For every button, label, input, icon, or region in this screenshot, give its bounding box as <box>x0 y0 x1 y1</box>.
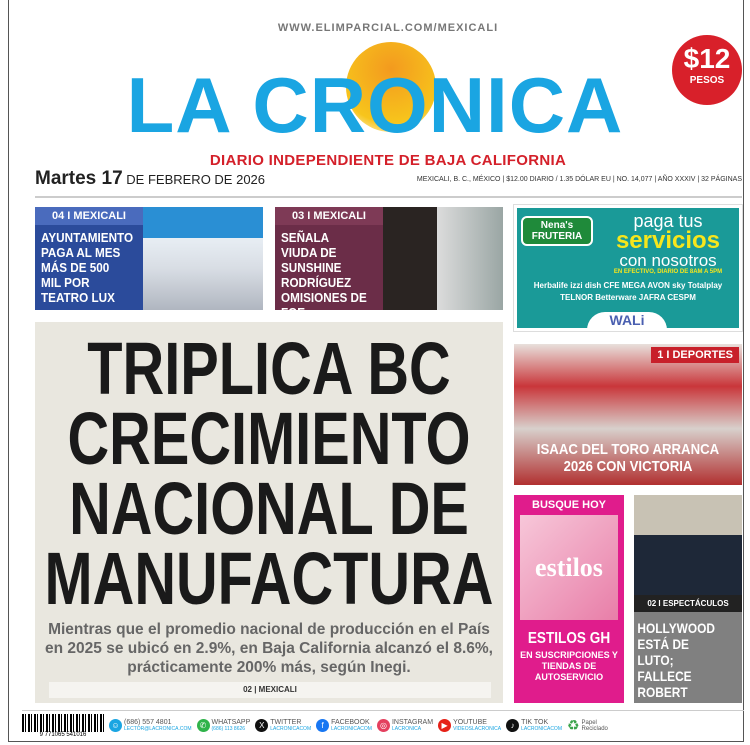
price-unit: PESOS <box>689 75 725 86</box>
story-photo <box>634 495 742 595</box>
ad-brand: Nena's FRUTERIA <box>521 216 593 246</box>
price-badge <box>672 35 742 105</box>
story-section-label: 02 I ESPECTÁCULOS <box>634 595 742 612</box>
contact-sub: (686) 113 8626 <box>211 726 246 732</box>
issue-meta: MEXICALI, B. C., MÉXICO | $12.00 DIARIO / 1.35 DÓLAR EU | NO. 14,077 | AÑO XXXIV | 32 PÁGINAS <box>416 176 742 183</box>
ad-hours: EN EFECTIVO, DIARIO DE 8AM A 5PM <box>613 269 723 275</box>
x-twitter-icon: X <box>255 719 268 732</box>
contact-sub: LACRONICACOM <box>270 726 312 732</box>
recycle-icon: ♻ <box>566 717 580 733</box>
whatsapp-icon: ✆ <box>197 719 210 732</box>
promo-title: ESTILOS GH <box>527 630 611 647</box>
barcode <box>22 714 104 738</box>
price-value: $12 <box>683 43 731 74</box>
story-photo <box>143 207 263 310</box>
story-section-label: 04 I MEXICALI <box>35 207 143 225</box>
contact-sub: VIDEOSLACRONICA <box>453 726 502 732</box>
user-icon: ☺ <box>109 719 122 732</box>
youtube-icon: ▶ <box>438 719 451 732</box>
contact-sub: LACRONICACOM <box>521 726 562 732</box>
date-day: Martes 17 <box>35 168 123 189</box>
story-headline: ISAAC DEL TORO ARRANCA 2026 CON VICTORIA <box>536 441 720 475</box>
main-subhead: Mientras que el promedio nacional de producción en el País en 2025 se ubicó en 2.9%, en Baja California alcanzó el 8.6%, prácticamente 200% más, según Inegi. <box>45 621 493 676</box>
story-photo <box>383 207 503 310</box>
main-headline <box>35 327 503 620</box>
contact-instagram[interactable] <box>377 719 433 732</box>
main-section-label: 02 | MEXICALI <box>49 682 491 698</box>
ad-line1: paga tus <box>633 211 703 231</box>
headline-line: CRECIMIENTO <box>67 397 471 480</box>
instagram-icon: ◎ <box>377 719 390 732</box>
contact-title: TIK TOK <box>521 719 549 726</box>
headline-line: MANUFACTURA <box>44 537 494 620</box>
contact-youtube[interactable] <box>438 719 501 732</box>
main-story[interactable] <box>35 322 503 703</box>
contact-title: YOUTUBE <box>453 719 487 726</box>
footer <box>22 710 744 740</box>
ad-line2: servicios <box>615 227 721 254</box>
facebook-icon: f <box>316 719 329 732</box>
story-deportes[interactable] <box>514 344 742 485</box>
site-url[interactable]: WWW.ELIMPARCIAL.COM/MEXICALI <box>277 22 499 34</box>
story-section-label: 1 I DEPORTES <box>651 347 739 363</box>
contact-title: WHATSAPP <box>211 719 251 726</box>
contact-sub: LACRONICA <box>391 726 422 732</box>
barcode-bars <box>22 714 104 732</box>
contact-whatsapp[interactable] <box>197 719 251 732</box>
tagline: DIARIO INDEPENDIENTE DE BAJA CALIFORNIA <box>209 152 567 169</box>
issue-date <box>35 168 265 190</box>
magazine-cover: estilos <box>520 515 618 620</box>
story-hollywood[interactable] <box>634 495 742 716</box>
newspaper-logo: LA CRONICA <box>126 61 624 149</box>
recycled-label: Papel Reciclado <box>581 719 608 732</box>
story-section-label: 03 I MEXICALI <box>275 207 383 225</box>
contact-facebook[interactable] <box>316 719 372 732</box>
contact-title: FACEBOOK <box>331 719 370 726</box>
contact-tiktok[interactable] <box>506 719 562 732</box>
ad-line3: con nosotros <box>619 251 717 270</box>
contact-phone[interactable] <box>109 719 192 732</box>
promo-label: BUSQUE HOY <box>532 499 606 511</box>
story-sunshine[interactable] <box>275 207 503 320</box>
ad-wali-logo: WALi <box>587 312 667 330</box>
contact-title: INSTAGRAM <box>391 719 434 726</box>
contact-sub: LACRONICACOM <box>331 726 372 732</box>
promo-text: EN SUSCRIPCIONES Y TIENDAS DE AUTOSERVICIO <box>520 650 618 682</box>
tiktok-icon: ♪ <box>506 719 519 732</box>
story-headline: AYUNTAMIENTO PAGA AL MES MÁS DE 500 MIL POR TEATRO LUX <box>41 230 134 305</box>
contact-title: (686) 557 4801 <box>124 719 172 726</box>
headline-line: TRIPLICA BC <box>87 327 451 410</box>
story-headline: HOLLYWOOD ESTÁ DE LUTO; FALLECE ROBERT DUVAL <box>637 620 715 716</box>
contact-sub: LECTOR@LACRONICA.COM <box>124 726 192 732</box>
barcode-number: 9 771065 541016 <box>39 731 87 738</box>
recycled-paper <box>567 717 610 734</box>
contact-title: TWITTER <box>270 719 302 726</box>
divider <box>35 196 742 198</box>
ad-partner-logos: Herbalife izzi dish CFE MEGA AVON sky Totalplay TELNOR Betterware JAFRA CESPM <box>533 281 723 302</box>
story-headline: SEÑALA VIUDA DE SUNSHINE RODRÍGUEZ OMISIONES DE FGE <box>281 230 367 320</box>
promo-estilos[interactable] <box>514 495 624 703</box>
advertisement-fruteria[interactable] <box>514 205 742 331</box>
headline-line: NACIONAL DE <box>69 467 469 550</box>
story-teatro-lux[interactable] <box>35 207 263 310</box>
date-month-year: DE FEBRERO DE 2026 <box>126 172 266 187</box>
contact-twitter[interactable] <box>255 719 311 732</box>
